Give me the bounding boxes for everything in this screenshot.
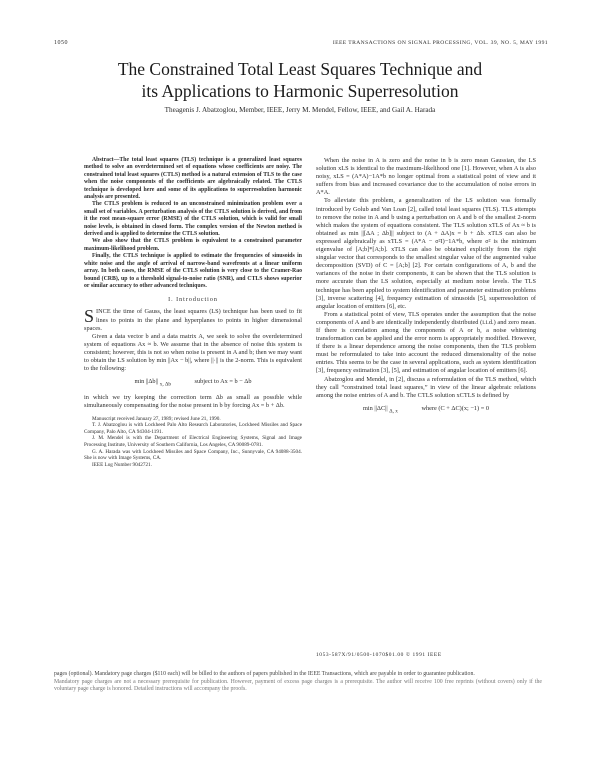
footnotes bbox=[84, 416, 302, 469]
equation-ctls bbox=[316, 405, 536, 415]
body-paragraph-2: To alleviate this problem, a generalization of the LS solution was formally introduced by Golub and Van Loan [2], called total least squares (TLS). TLS attempts to remove the noise in A and b using a perturbation on A and b of the smallest 2-norm which makes the system of equations consistent. The TLS solution xTLS of Ax ≈ b is obtained as min ||[ΔA ; Δb]|| subject to (A + ΔA)x = b + Δb. xTLS can also be expressed algebraically as xTLS = (A*A − σ²I)−1A*b, where σ² is the minimum eigenvalue of [A;b]*[A;b]. xTLS can also be obtained explicitly from the right singular vector that corresponds to the smallest singular value of the augmented value decomposition (SVD) of C = [A;b] [2]. For certain configurations of A, b and the variances of the noise in their components, it can be shown that the TLS solution is more accurate than the LS solution, especially at medium noise levels. The TLS technique has been applied to system identification and parameter estimation problems [3], inverse scattering [4], frequency estimation of sinusoids [5], superresolution of angular location of emitters [6], etc. bbox=[316, 197, 536, 310]
body-paragraph-1: When the noise in A is zero and the noise in b is zero mean Gaussian, the LS solution xLS is identical to the maximum-likelihood one [1]. However, when A is also noisy, xLS = (A*A)−1A*b no longer optimal from a statistical point of view and it suffers from bias and increased covariance due to the accumulation of noise errors in A*A. bbox=[316, 157, 536, 197]
paper-title bbox=[40, 58, 560, 102]
intro-paragraph-2: Given a data vector b and a data matrix A, we seek to solve the overdetermined system of equations Ax ≈ b. We assume that in the absence of noise this system is consistent; however, this is not so when noise is present in A and b; then we may want to obtain the LS solution by min ||Ax − b||, where ||·|| is the 2-norm. This is equivalent to the following: bbox=[84, 332, 302, 373]
footnote-author-1: T. J. Abatzoglou is with Lockheed Palo Alto Research Laboratories, Lockheed Missiles and Space Company, Palo Alto, CA 94304-1191. bbox=[84, 422, 302, 435]
footer-line-2: Mandatory page charges are not a necessary prerequisite for publication. However, payment of excess page charges is a prerequisite. The author will receive 100 free reprints (without covers) only if the voluntary page charge is honored. Detailed instructions will accompany the proofs. bbox=[54, 678, 542, 693]
footnote-log-number: IEEE Log Number 9042721. bbox=[92, 461, 152, 468]
abstract-paragraph-1: Abstract—The total least squares (TLS) technique is a generalized least squares method to solve an overdetermined set of equations whose coefficients are noisy. The constrained total least squares (CTLS) method is a natural extension of TLS to the case when the noise components of the coefficients are algebraically related. The CTLS technique is developed here and some of its applications to superresolution harmonic analysis are presented. bbox=[84, 157, 302, 201]
right-column bbox=[316, 157, 536, 420]
left-column bbox=[84, 157, 302, 468]
page-charges-footer bbox=[54, 671, 542, 694]
abstract-paragraph-2: The CTLS problem is reduced to an unconstrained minimization problem over a small set of variables. A perturbation analysis of the CTLS solution is derived, and from it the root mean-square error (RMSE) of the CTLS solution, which is valid for small noise levels, is obtained in closed form. The complex version of the Newton method is derived and is applied to determine the CTLS solution. bbox=[84, 201, 302, 238]
equation-ls-left: min ||Δb|| bbox=[134, 378, 159, 386]
equation-ctls-subscript: Δ, x bbox=[389, 408, 398, 415]
body-paragraph-3: From a statistical point of view, TLS operates under the assumption that the noise components of A and b are identically independently distributed (i.i.d.) and zero mean. If there is correlation among the components of A or b, a noise whitening transformation can be applied and the error norm is appropriately modified. However, if there is a linear dependence among the noise components, then the TLS problem must be reformulated to take into account the reduced dimensionality of the noise entries. This seems to be the case in several applications, such as system identification [3], frequency estimation [3], [5], and estimation of angular location of emitters [6]. bbox=[316, 310, 536, 375]
intro-paragraph-3: in which we try keeping the correction term Δb as small as possible while simultaneously compensating for the noise present in b by forcing Ax = b + Δb. bbox=[84, 393, 302, 409]
abstract-paragraph-4: Finally, the CTLS technique is applied to estimate the frequencies of sinusoids in white noise and the angle of arrival of narrow-band wavefronts at a linear uniform array. In both cases, the RMSE of the CTLS solution is very close to the Cramer-Rao bound (CRB), up to a threshold signal-to-noise ratio (SNR), and CTLS shows superior or similar accuracy to other advanced techniques. bbox=[84, 253, 302, 289]
footnote-author-2: J. M. Mendel is with the Department of Electrical Engineering Systems, Signal and Image Processing Institute, University of Southern California, Los Angeles, CA 90089-0781. bbox=[84, 435, 302, 449]
footnote-author-3: G. A. Harada was with Lockheed Missiles and Space Company, Inc., Sunnyvale, CA 94088-3504. She is now with Image Systems, CA. bbox=[84, 448, 302, 462]
equation-ls-subscript: x, Δb bbox=[159, 381, 171, 388]
equation-ls-right: subject to Ax = b − Δb bbox=[194, 378, 252, 386]
body-paragraph-4: Abatzoglou and Mendel, in [2], discuss a reformulation of the TLS method, which they call “constrained total least squares,” in view of the linear algebraic relations among the noise entries of A and b. The CTLS solution xCTLS is defined by bbox=[316, 375, 536, 399]
equation-ls bbox=[84, 378, 302, 388]
abstract bbox=[84, 157, 302, 290]
drop-cap: S bbox=[84, 306, 95, 327]
section-heading-introduction: I. Introduction bbox=[168, 297, 218, 304]
equation-ctls-right: where (C + ΔC)(x; −1) = 0 bbox=[421, 404, 489, 412]
footer-line-1: pages (optional). Mandatory page charges ($110 each) will be billed to the authors of papers published in the IEEE Transactions, which are payable in order to guarantee publication. bbox=[54, 671, 475, 677]
title-line-2: its Applications to Harmonic Superresolution bbox=[141, 81, 459, 101]
equation-ctls-left: min ||ΔC|| bbox=[363, 404, 388, 412]
footnote-received: Manuscript received January 27, 1989; revised June 21, 1990. bbox=[92, 415, 221, 422]
journal-header: IEEE TRANSACTIONS ON SIGNAL PROCESSING, VOL. 39, NO. 5, MAY 1991 bbox=[332, 40, 548, 46]
page-number: 1050 bbox=[54, 40, 68, 46]
abstract-paragraph-3: We also show that the CTLS problem is equivalent to a constrained parameter maximum-likelihood problem. bbox=[84, 238, 302, 252]
intro-paragraph-1 bbox=[84, 308, 302, 332]
publication-identifier: 1053-587X/91/0500-1070$01.00 © 1991 IEEE bbox=[316, 652, 442, 658]
intro-paragraph-1-text: INCE the time of Gauss, the least squares (LS) technique has been used to fit lines to points in the plane and hyperplanes to points in higher dimensional spaces. bbox=[84, 308, 302, 332]
author-list: Theagenis J. Abatzoglou, Member, IEEE, Jerry M. Mendel, Fellow, IEEE, and Gail A. Harada bbox=[164, 106, 436, 114]
title-line-1: The Constrained Total Least Squares Technique and bbox=[117, 59, 483, 79]
